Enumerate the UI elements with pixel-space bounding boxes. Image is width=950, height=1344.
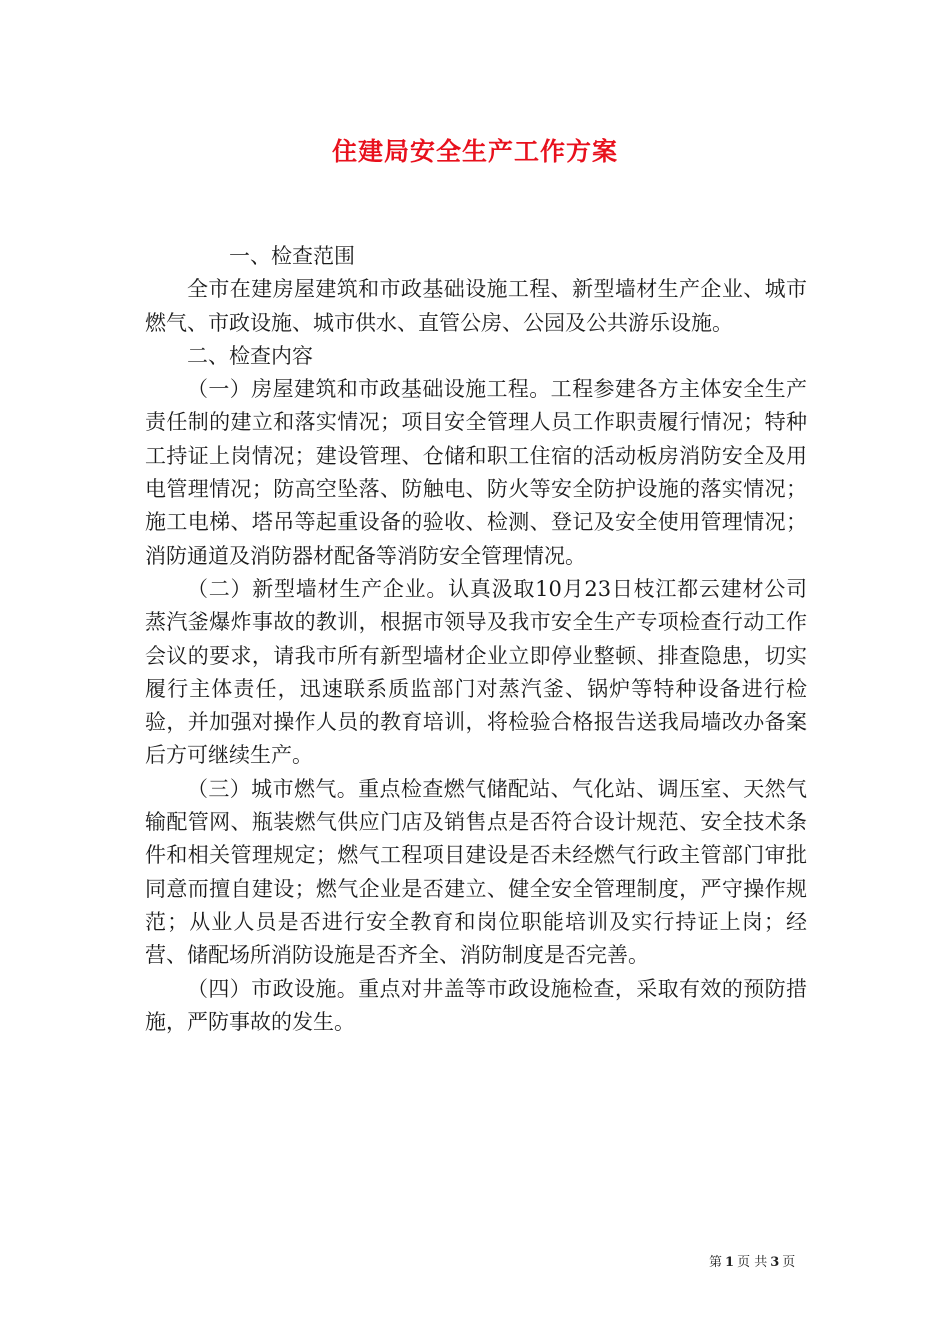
paragraph-item-3: （三）城市燃气。重点检查燃气储配站、气化站、调压室、天然气输配管网、瓶装燃气供应门店及销售点是否符合设计规范、安全技术条件和相关管理规定；燃气工程项目建设是否未经燃气行政主管部门审批同意而擅自建设；燃气企业是否建立、健全安全管理制度，严守操作规范；从业人员是否进行安全教育和岗位职能培训及实行持证上岗；经营、储配场所消防设施是否齐全、消防制度是否完善。 <box>145 776 807 968</box>
paragraph-item-4: （四）市政设施。重点对井盖等市政设施检查，采取有效的预防措施，严防事故的发生。 <box>145 976 807 1034</box>
footer-prefix: 第 <box>709 1255 723 1270</box>
paragraph-item-2: （二）新型墙材生产企业。认真汲取10月23日枝江都云建材公司蒸汽釜爆炸事故的教训，根据市领导及我市安全生产专项检查行动工作会议的要求，请我市所有新型墙材企业立即停业整顿、排查隐患，切实履行主体责任，迅速联系质监部门对蒸汽釜、锅炉等特种设备进行检验，并加强对操作人员的教育培训，将检验合格报告送我局墙改办备案后方可继续生产。 <box>145 576 807 768</box>
document-body <box>145 240 807 1039</box>
document-title: 住建局安全生产工作方案 <box>331 137 618 166</box>
current-page-number: 1 <box>725 1255 735 1270</box>
paragraph-item-1: （一）房屋建筑和市政基础设施工程。工程参建各方主体安全生产责任制的建立和落实情况；项目安全管理人员工作职责履行情况；特种工持证上岗情况；建设管理、仓储和职工住宿的活动板房消防安全及用电管理情况；防高空坠落、防触电、防火等安全防护设施的落实情况；施工电梯、塔吊等起重设备的验收、检测、登记及安全使用管理情况；消防通道及消防器材配备等消防安全管理情况。 <box>145 377 807 568</box>
footer-suffix: 页 <box>782 1255 796 1270</box>
footer-middle: 页 共 <box>737 1255 768 1270</box>
section-heading-content: 二、检查内容 <box>187 343 313 368</box>
paragraph-scope: 全市在建房屋建筑和市政基础设施工程、新型墙材生产企业、城市燃气、市政设施、城市供水、直管公房、公园及公共游乐设施。 <box>145 277 807 335</box>
page-footer <box>709 1251 795 1270</box>
total-page-number: 3 <box>770 1255 780 1270</box>
section-heading-scope: 一、检查范围 <box>229 244 355 268</box>
